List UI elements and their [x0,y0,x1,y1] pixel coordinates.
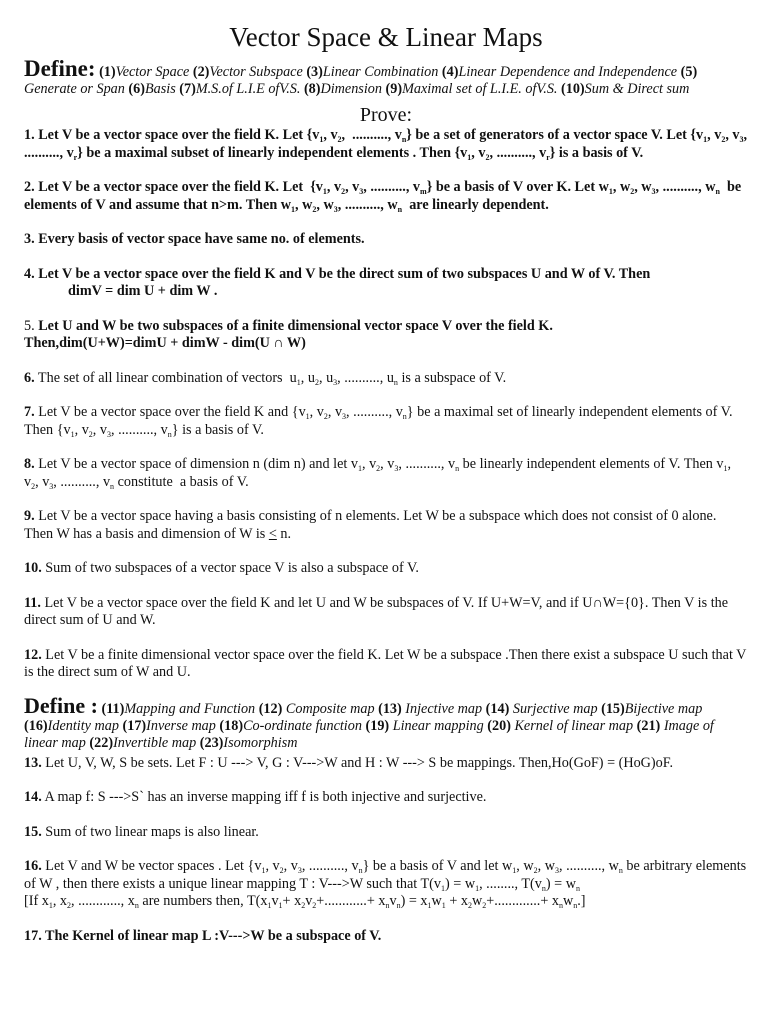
theorem-9: 9. Let V be a vector space having a basis consisting of n elements. Let W be a subspace which does not consist of 0 alone. Then W has a basis and dimension of W is < n. [24,508,717,542]
define-term: (7)M.S.of L.I.E ofV.S. [179,81,301,97]
theorem-8: 8. Let V be a vector space of dimension n (dim n) and let $v_1$, $v_2$, $v_3$, .........., $v_n$ be linearly independent elements of V. Then $v_1$, $v_2$, $v_3$, .........., $v_n$ constitute a basis of V. [24,456,732,491]
theorem-13: 13. Let U, V, W, S be sets. Let F : U ---> V, G : V--->W and H : W ---> S be mappings. Then,Ho(GoF) = (HoG)oF. [24,754,674,771]
define-term: (14) Surjective map [485,700,598,717]
theorem-17: 17. The Kernel of linear map L :V--->W be a subspace of V. [24,927,382,944]
define-section-1 [24,56,748,98]
define-term: (5) Generate or Span [24,64,698,97]
define-term: (4)Linear Dependence and Independence [441,64,678,80]
theorem-6: 6. The set of all linear combination of vectors $u_1$, $u_2$, $u_3$, .........., $u_n$ is a subspace of V. [24,369,507,387]
define-term: (10)Sum & Direct sum [561,81,690,97]
theorem-4: 4. Let V be a vector space over the field K and V be the direct sum of two subspaces U and W of V. Then dimV = dim U + dim W . [24,265,651,299]
define-term: (3)Linear Combination [306,64,439,80]
define-term: (9)Maximal set of L.I.E. ofV.S. [385,81,558,97]
define-term: (23)Isomorphism [199,734,298,751]
theorem-5: 5. Let U and W be two subspaces of a finite dimensional vector space V over the field K. Then,dim(U+W)=dimU + dimW - dim(U ∩ W) [24,317,553,351]
define-term: (19) Linear mapping [365,717,484,734]
define-term: (22)Invertible map [89,734,197,751]
define-term: (2)Vector Subspace [192,64,303,80]
define-term: (16)Identity map [24,717,119,734]
define-term: (12) Composite map [258,700,375,717]
theorem-1: 1. Let V be a vector space over the field K. Let {$v_1$, $v_2$, .........., $v_n$} be a set of generators of a vector space V. Let {$v_1$, $v_2$, $v_3$, .........., $v_r$} be a maximal subset of linearly independent elements . Then {$v_1$, $v_2$, .........., $v_r$} is a basis of V. [24,127,748,162]
define-term: (8)Dimension [303,81,382,97]
define-section-2 [24,692,748,752]
define-term: (1)Vector Space [99,64,190,80]
define-term: (6)Basis [128,81,176,97]
define-heading: Define: [24,56,96,81]
theorem-11: 11. Let V be a vector space over the field K and let U and W be subspaces of V. If U+W=V, and if U∩W={0}. Then V is the direct sum of U and W. [24,594,729,628]
document-page [24,20,748,945]
theorem-3: 3. Every basis of vector space have same no. of elements. [24,231,365,247]
page-title: Vector Space & Linear Maps [229,22,543,52]
define-term: (20) Kernel of linear map [487,717,634,734]
define-term: (17)Inverse map [122,717,216,734]
define-term: (13) Injective map [378,700,483,717]
define-heading: Define : [24,692,98,718]
define-term: (15)Bijective map [601,700,703,717]
theorem-2: 2. Let V be a vector space over the field K. Let {$v_1$, $v_2$, $v_3$, .........., $v_m$} be a basis of V over K. Let $w_1$, $w_2$, $w_3$, .........., $w_n$ be elements of V and assume that n>m. Then $w_1$, $w_2$, $w_3$, .........., $w_n$ are linearly dependent. [24,179,742,214]
define-term: (18)Co-ordinate function [219,717,362,734]
theorem-10: 10. Sum of two subspaces of a vector space V is also a subspace of V. [24,560,419,576]
theorem-12: 12. Let V be a finite dimensional vector space over the field K. Let W be a subspace .Then there exist a subspace U such that V is the direct sum of W and U. [24,646,747,680]
define-term: (21) Image of linear map [24,717,714,751]
theorem-16: 16. Let V and W be vector spaces . Let {$v_1$, $v_2$, $v_3$, .........., $v_n$} be a basis of V and let $w_1$, $w_2$, $w_3$, .........., $w_n$ be arbitrary elements of W , then there exists a unique linear mapping T : V--->W such that $T(v_1) = w_1$, ........, $T(v_n) = w_n$ [If $x_1$, $x_2$, ............, $x_n$ are numbers then, $T(x_1v_1+ x_2v_2+............+ x_nv_n) = x_1w_1 + x_2w_2+.............+ x_nw_n$.] [24,858,747,910]
define-term: (11)Mapping and Function [101,700,256,717]
theorem-15: 15. Sum of two linear maps is also linear. [24,823,259,840]
theorem-14: 14. A map f: S --->S` has an inverse mapping iff f is both injective and surjective. [24,789,487,805]
prove-heading: Prove: [359,104,413,126]
theorem-7: 7. Let V be a vector space over the field K and {$v_1$, $v_2$, $v_3$, .........., $v_n$} be a maximal set of linearly independent elements of V. Then {$v_1$, $v_2$, $v_3$, .........., $v_n$} is a basis of V. [24,404,733,439]
